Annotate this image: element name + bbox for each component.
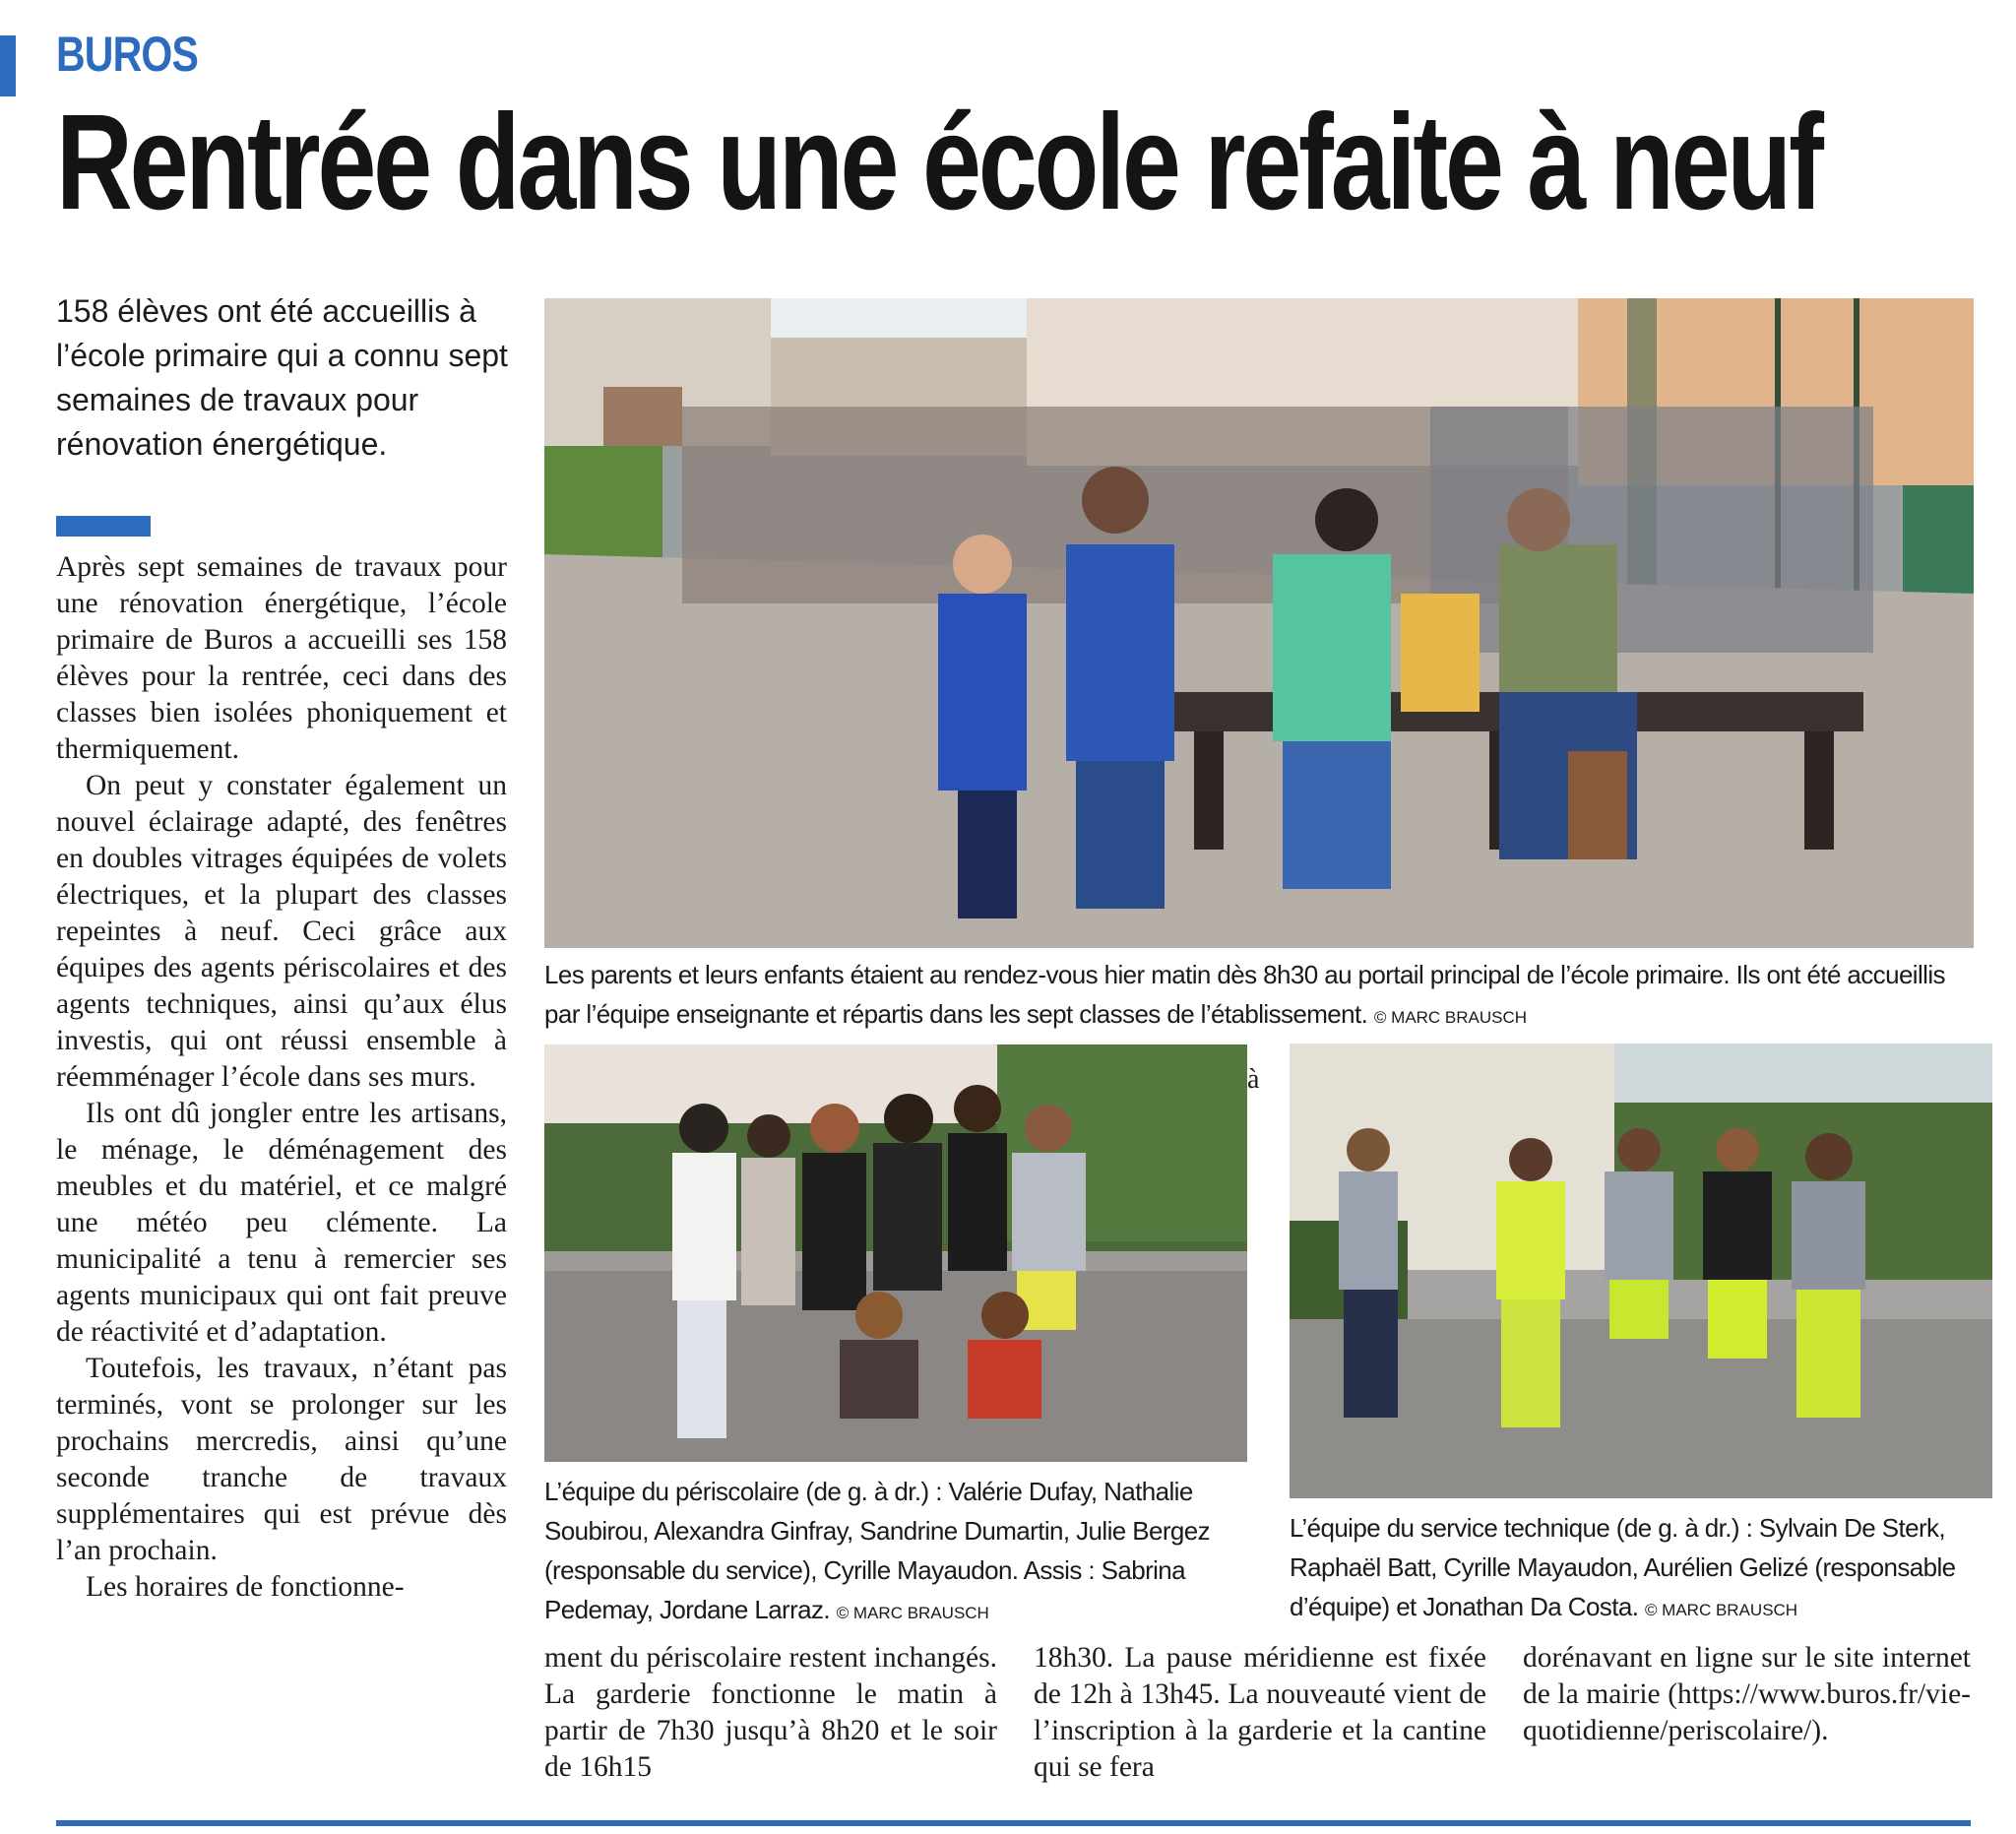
lead-separator [56,516,151,537]
caption-text: L’équipe du périscolaire (de g. à dr.) : Valérie Dufay, Nathalie Soubirou, Alexandra Ginfray, Sandrine Dumartin, Julie Bergez (responsable du service), Cyrille Mayaudon. Assis : Sabrina Pedemay, Jordane Larraz. [544,1477,1211,1624]
article-column-1 [56,549,507,1606]
periscolaire-caption [544,1472,1247,1633]
stray-letter: à [1247,1064,1260,1095]
body-paragraph: On peut y constater également un nouvel éclairage adapté, des fenêtres en doubles vitrages équipées de volets électriques, et la plupart des classes repeintes à neuf. Ceci grâce aux équipes des agents périscolaires et des agents techniques, ainsi qu’aux élus investis, qui ont réussi ensemble à réemménager l’école dans ses murs. [56,770,507,1093]
body-paragraph: Toutefois, les travaux, n’étant pas terminés, vont se prolonger sur les prochains mercredis, ainsi qu’une seconde tranche de travaux supplémentaires qui est prévue dès l’an prochain. [56,1353,507,1566]
bottom-rule [56,1820,1971,1826]
periscolaire-photo-illustration [544,1044,1247,1462]
body-paragraph: Ils ont dû jongler entre les artisans, le ménage, le déménagement des meubles et du matériel, et ce malgré une météo peu clémente. La municipalité a tenu à remercier ses agents municipaux qui ont fait preuve de réactivité et d’adaptation. [56,1098,507,1348]
headline: Rentrée dans une école refaite à neuf [56,87,1821,238]
rubric-accent-bar [0,35,16,96]
rubric-label: BUROS [56,27,198,82]
photo-credit: © MARC BRAUSCH [1644,1601,1798,1619]
article-column-4: dorénavant en ligne sur le site internet de la mairie (https://www.buros.fr/vie-quotidienne/periscolaire/). [1523,1642,1971,1746]
main-photo-caption [544,955,1974,1038]
photo-credit: © MARC BRAUSCH [836,1604,989,1622]
main-photo [544,298,1974,948]
article-column-3: 18h30. La pause méridienne est fixée de 12h à 13h45. La nouveauté vient de l’inscription à la garderie et la cantine qui se fera [1034,1642,1486,1783]
technical-photo-illustration [1290,1043,1992,1498]
body-paragraph: Les horaires de fonctionne- [86,1571,405,1603]
photo-credit: © MARC BRAUSCH [1373,1008,1528,1027]
technical-caption [1290,1508,1992,1630]
article-column-2: ment du périscolaire restent inchangés. La garderie fonctionne le matin à partir de 7h30 jusqu’à 8h20 et le soir de 16h15 [544,1642,997,1783]
caption-text: L’équipe du service technique (de g. à dr.) : Sylvain De Sterk, Raphaël Batt, Cyrille Mayaudon, Aurélien Gelizé (responsable d’équipe) et Jonathan Da Costa. [1290,1513,1956,1621]
lead-paragraph: 158 élèves ont été accueillis à l’école primaire qui a connu sept semaines de travaux pour rénovation énergétique. [56,293,508,462]
body-paragraph: Après sept semaines de travaux pour une rénovation énergétique, l’école primaire de Buros a accueilli ses 158 élèves pour la rentrée, ceci dans des classes bien isolées phoniquement et thermiquement. [56,551,507,765]
technical-team-photo [1290,1043,1992,1498]
main-photo-illustration [544,298,1974,948]
periscolaire-team-photo [544,1044,1247,1462]
caption-text: Les parents et leurs enfants étaient au rendez-vous hier matin dès 8h30 au portail principal de l’école primaire. Ils ont été accueillis par l’équipe enseignante et répartis dans les sept classes de l’établissement. [544,960,1945,1029]
